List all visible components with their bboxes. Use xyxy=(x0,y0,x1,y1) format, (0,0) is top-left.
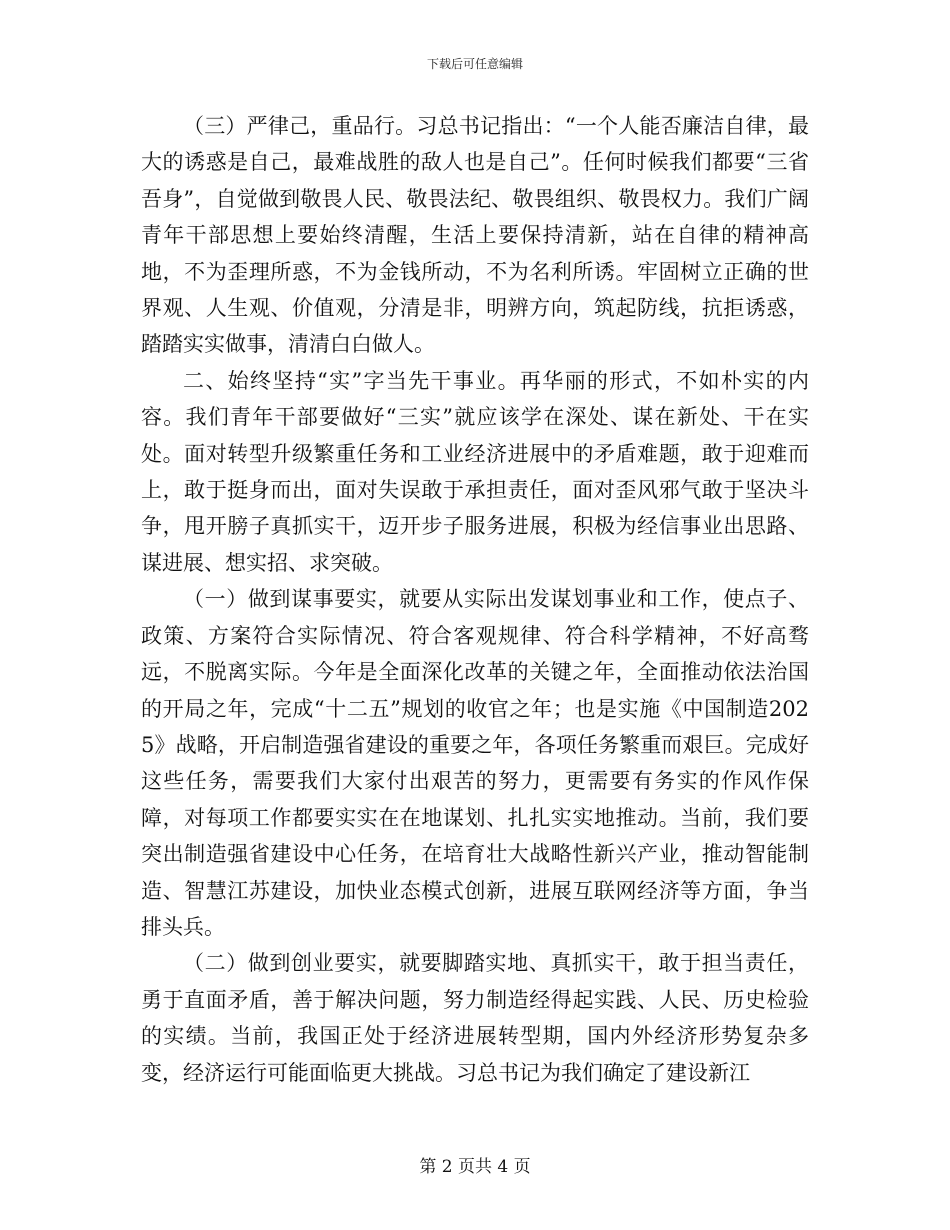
page-header: 下载后可任意编辑 xyxy=(426,57,523,71)
paragraph-1: （三）严律己，重品行。习总书记指出：“一个人能否廉洁自律，最大的诱惑是自己，最难战胜的敌人也是自己”。任何时候我们都要“三省吾身”，自觉做到敬畏人民、敬畏法纪、敬畏组织、敬畏权力。我们广阔青年干部思想上要始终清醒，生活上要保持清新，站在自律的精神高地，不为歪理所惑，不为金钱所动，不为名利所诱。牢固树立正确的世界观、人生观、价值观，分清是非，明辨方向，筑起防线，抗拒诱惑，踏踏实实做事，清清白白做人。 xyxy=(141,114,809,357)
paragraph-4: （二）做到创业要实，就要脚踏实地、真抓实干，敢于担当责任，勇于直面矛盾，善于解决问题，努力制造经得起实践、人民、历史检验的实绩。当前，我国正处于经济进展转型期，国内外经济形势复杂多变，经济运行可能面临更大挑战。习总书记为我们确定了建设新江 xyxy=(141,951,809,1085)
body-text xyxy=(141,108,809,1091)
paragraph-2: 二、始终坚持“实”字当先干事业。再华丽的形式，不如朴实的内容。我们青年干部要做好“三实”就应该学在深处、谋在新处、干在实处。面对转型升级繁重任务和工业经济进展中的矛盾难题，敢于迎难而上，敢于挺身而出，面对失误敢于承担责任，面对歪风邪气敢于坚决斗争，甩开膀子真抓实干，迈开步子服务进展，积极为经信事业出思路、谋进展、想实招、求突破。 xyxy=(141,368,809,575)
page-number-footer: 第 2 页共 4 页 xyxy=(419,1157,531,1177)
paragraph-3: （一）做到谋事要实，就要从实际出发谋划事业和工作，使点子、政策、方案符合实际情况、符合客观规律、符合科学精神，不好高骛远，不脱离实际。今年是全面深化改革的关键之年，全面推动依法治国的开局之年，完成“十二五”规划的收官之年；也是实施《中国制造2025》战略，开启制造强省建设的重要之年，各项任务繁重而艰巨。完成好这些任务，需要我们大家付出艰苦的努力，更需要有务实的作风作保障，对每项工作都要实实在在地谋划、扎扎实实地推动。当前，我们要突出制造强省建设中心任务，在培育壮大战略性新兴产业，推动智能制造、智慧江苏建设，加快业态模式创新，进展互联网经济等方面，争当排头兵。 xyxy=(141,587,809,939)
